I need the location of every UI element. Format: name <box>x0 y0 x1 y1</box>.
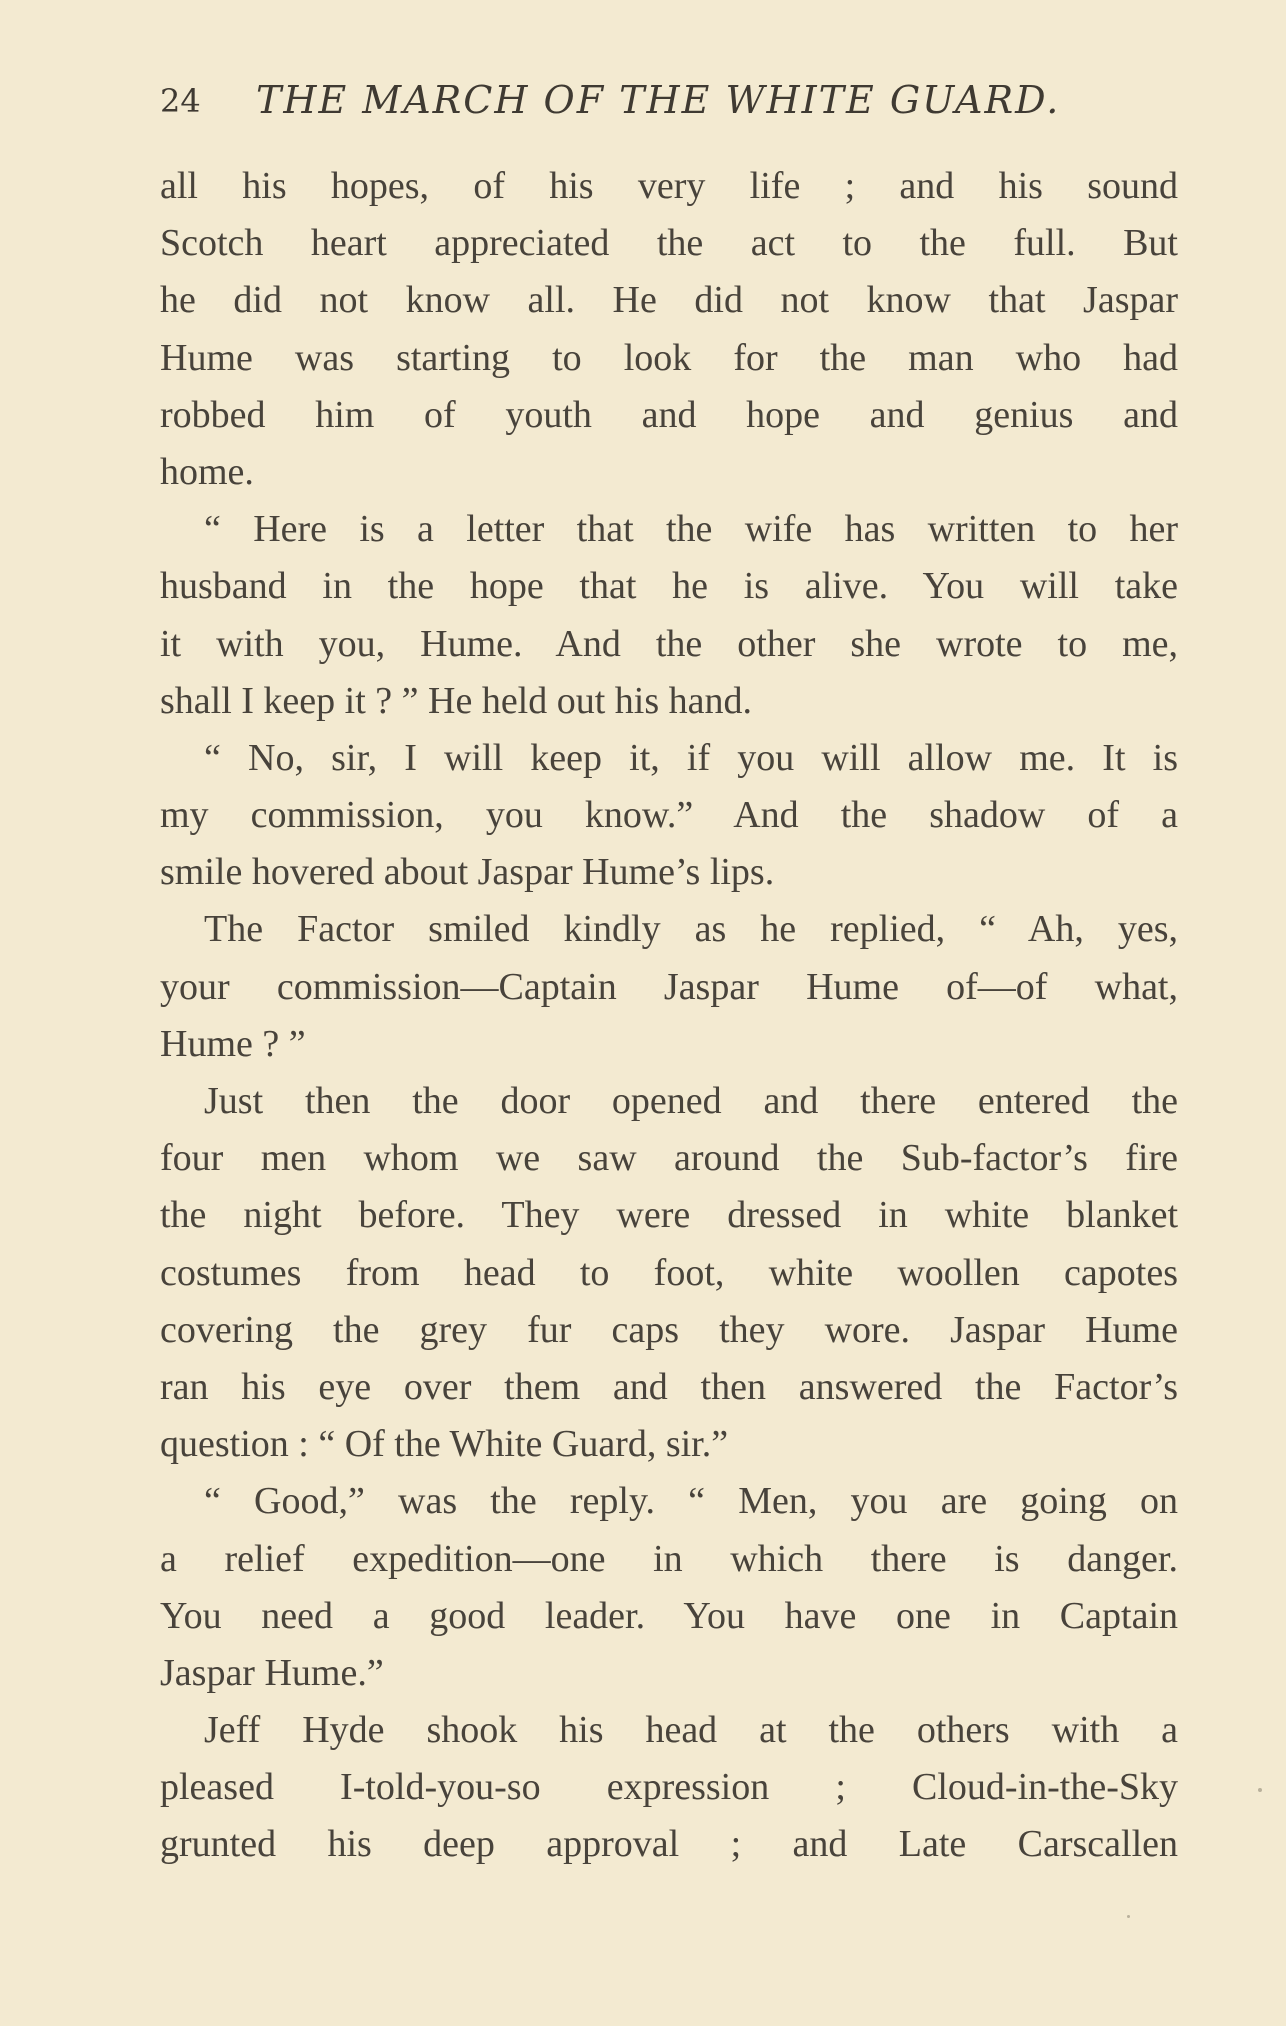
paper-speck <box>1127 1915 1130 1918</box>
text-line: husband in the hope that he is alive. You will take <box>160 565 1178 608</box>
text-line: ran his eye over them and then answered the Factor’s <box>160 1365 1178 1408</box>
text-line: shall I keep it ? ” He held out his hand. <box>160 679 753 722</box>
text-line: the night before. They were dressed in white blanket <box>160 1194 1178 1237</box>
text-line: “ Good,” was the reply. “ Men, you are going on <box>204 1480 1178 1523</box>
text-line: my commission, you know.” And the shadow of a <box>160 794 1178 837</box>
paper-speck <box>1258 1788 1262 1792</box>
text-line: robbed him of youth and hope and genius and <box>160 393 1178 436</box>
text-line: “ Here is a letter that the wife has written to her <box>204 508 1178 551</box>
text-line: all his hopes, of his very life ; and his sound <box>160 165 1178 207</box>
text-line: covering the grey fur caps they wore. Jaspar Hume <box>160 1308 1178 1351</box>
text-line: a relief expedition—one in which there is danger. <box>160 1537 1178 1580</box>
text-line: it with you, Hume. And the other she wrote to me, <box>160 622 1178 665</box>
book-title: THE MARCH OF THE WHITE GUARD. <box>256 78 1061 122</box>
text-line: Jeff Hyde shook his head at the others with a <box>204 1709 1178 1752</box>
text-line: costumes from head to foot, white woollen capotes <box>160 1251 1178 1294</box>
body-text <box>160 158 1178 1874</box>
page-number: 24 <box>160 82 201 120</box>
text-line: question : “ Of the White Guard, sir.” <box>160 1423 729 1466</box>
text-line: You need a good leader. You have one in Captain <box>160 1594 1178 1637</box>
text-line: The Factor smiled kindly as he replied, “ Ah, yes, <box>204 908 1178 951</box>
text-line: pleased I-told-you-so expression ; Cloud-in-the-Sky <box>160 1766 1178 1809</box>
text-line: Scotch heart appreciated the act to the full. But <box>160 222 1178 265</box>
text-line: Hume ? ” <box>160 1022 306 1065</box>
text-line: “ No, sir, I will keep it, if you will allow me. It is <box>204 736 1178 779</box>
running-head <box>160 78 1120 134</box>
text-line: he did not know all. He did not know that Jaspar <box>160 279 1178 322</box>
text-line: smile hovered about Jaspar Hume’s lips. <box>160 851 775 894</box>
text-line: Jaspar Hume.” <box>160 1651 384 1694</box>
text-line: home. <box>160 450 254 493</box>
text-line: grunted his deep approval ; and Late Carscallen <box>160 1823 1178 1866</box>
text-line: your commission—Captain Jaspar Hume of—of what, <box>160 965 1178 1008</box>
text-line: Hume was starting to look for the man who had <box>160 336 1178 379</box>
text-line: Just then the door opened and there entered the <box>204 1080 1178 1122</box>
text-line: four men whom we saw around the Sub-factor’s fire <box>160 1137 1178 1180</box>
